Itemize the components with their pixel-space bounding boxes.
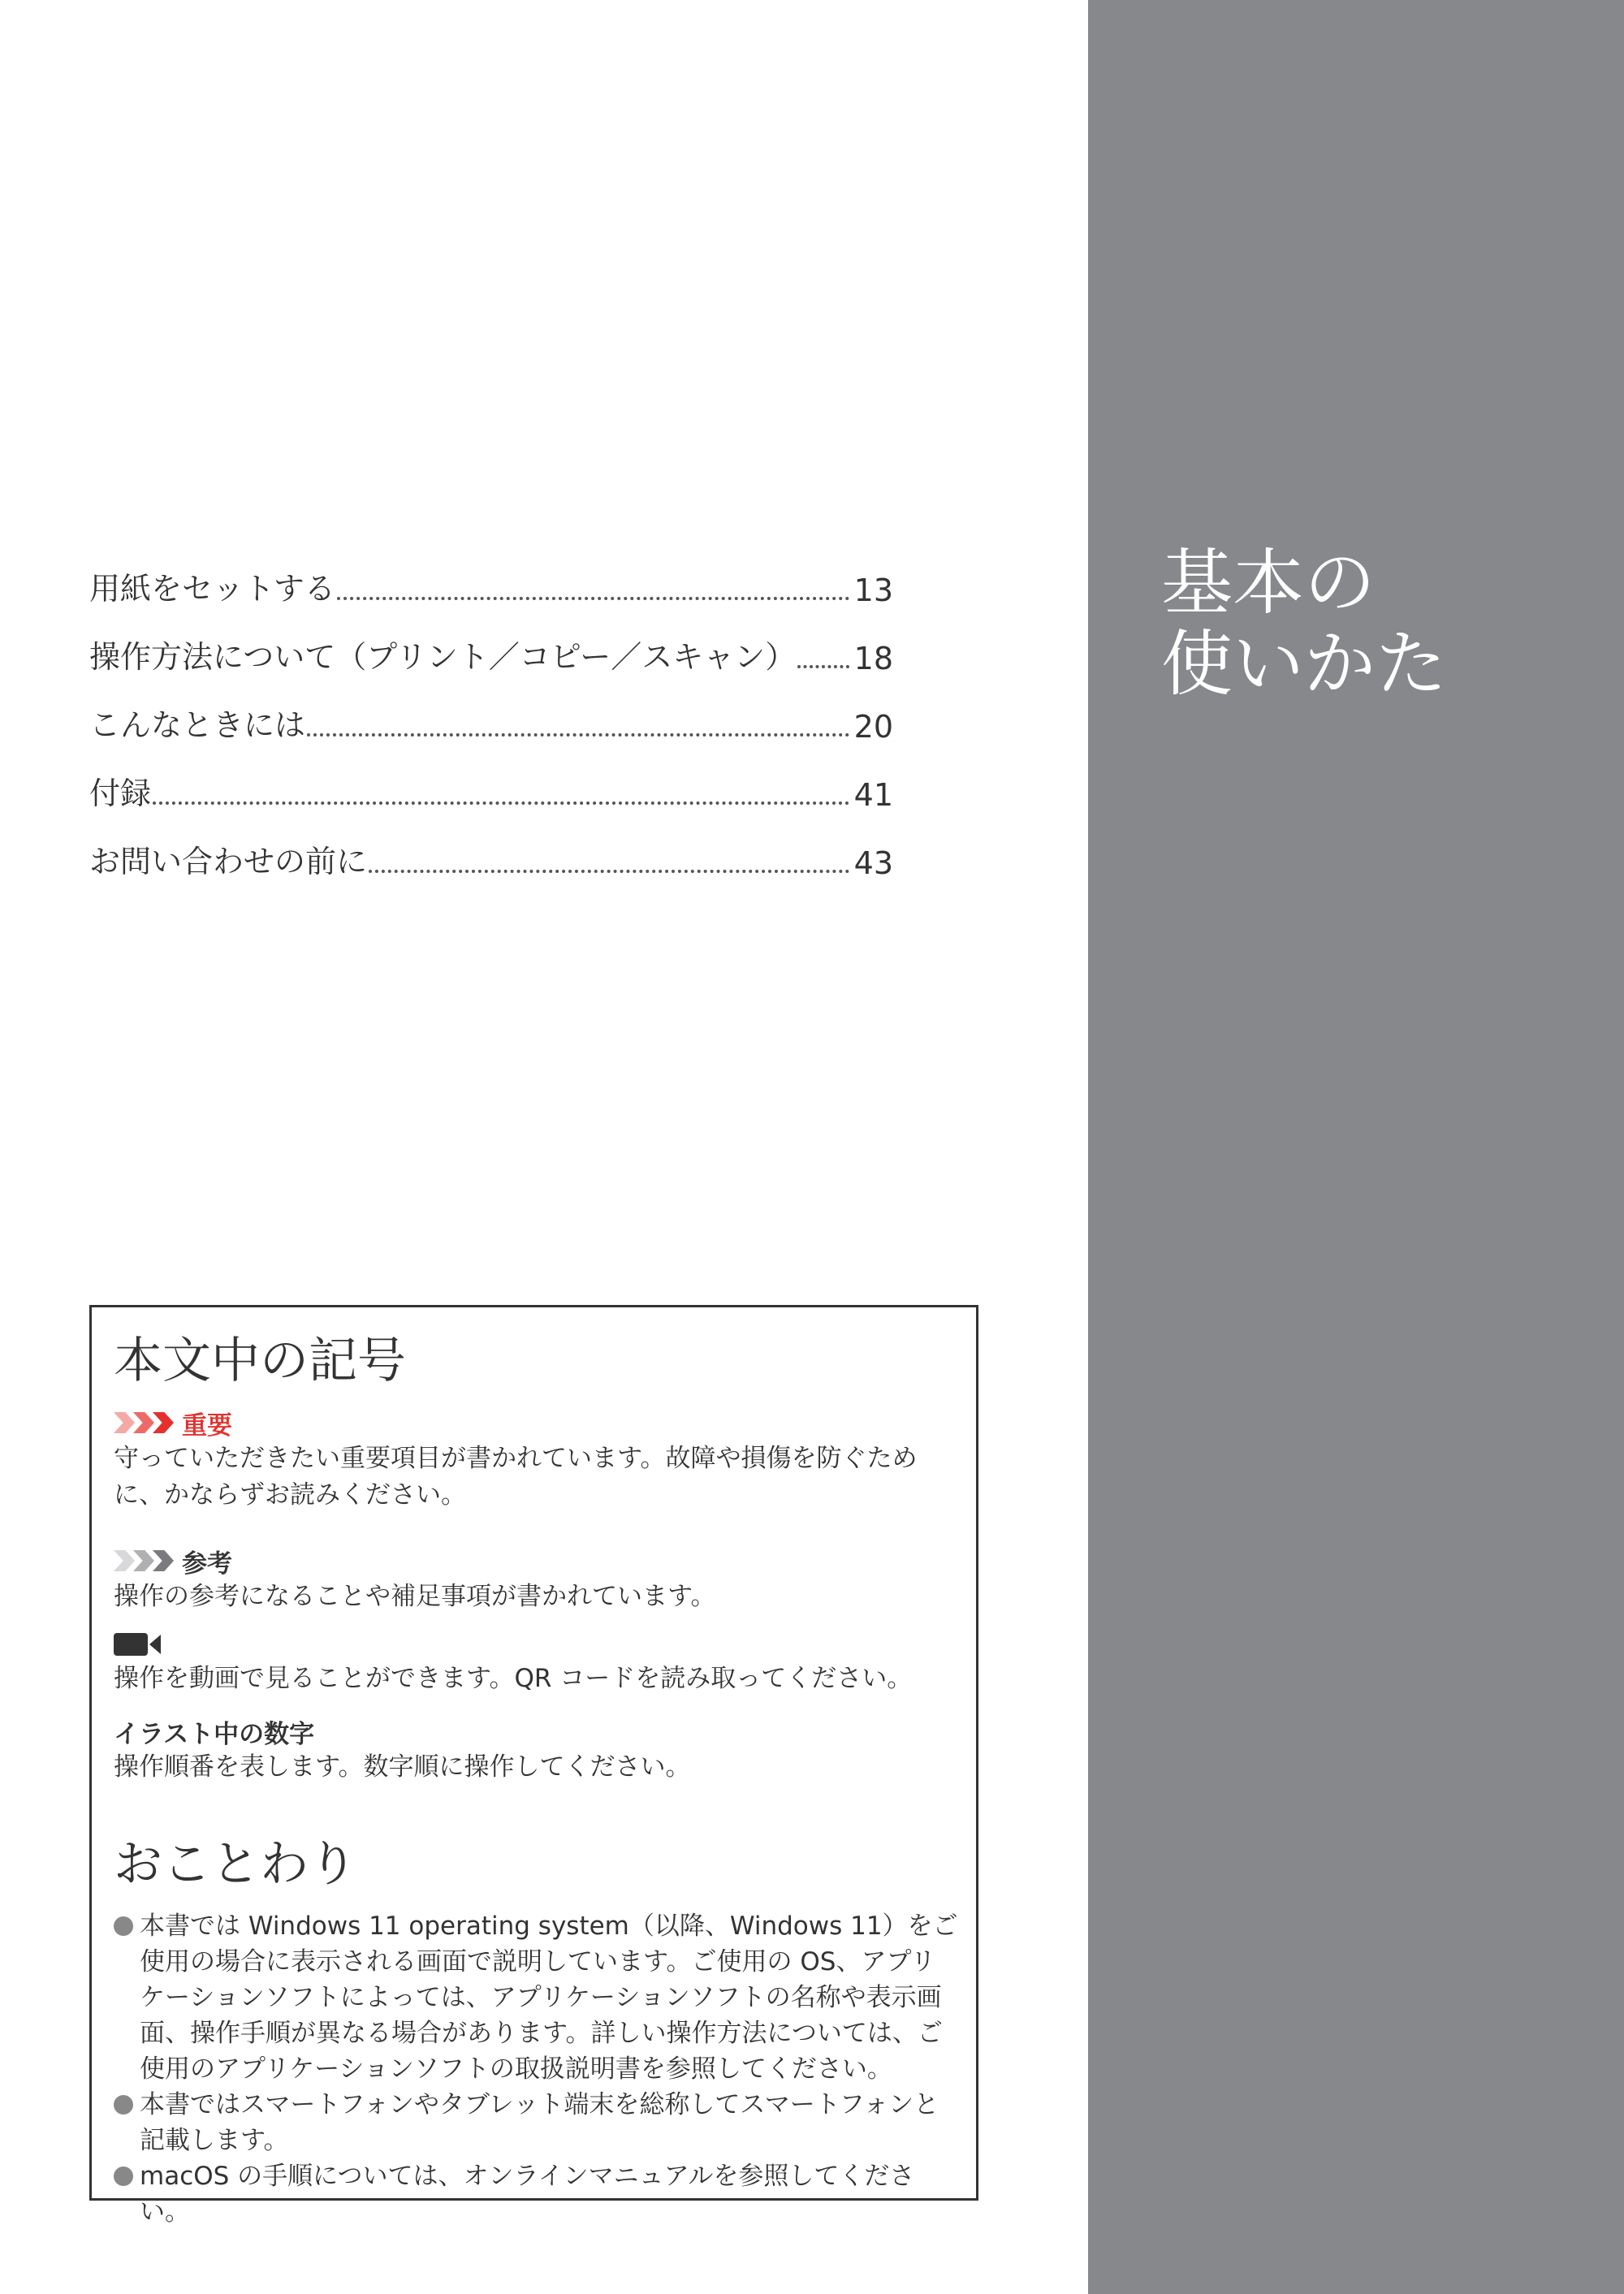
disclaimer-list — [114, 1908, 958, 2230]
section-side-panel — [1088, 0, 1624, 2294]
reference-description: 操作の参考になることや補足事項が書かれています。 — [114, 1582, 716, 1611]
disclaimer-heading: おことわり — [114, 1836, 357, 1893]
numbers-label-row — [114, 1713, 950, 1749]
toc-item[interactable] — [89, 813, 893, 881]
toc-item[interactable] — [89, 676, 893, 745]
reference-block — [114, 1543, 950, 1615]
important-chevron-icon — [114, 1412, 172, 1433]
toc-item-label: 付録 — [89, 775, 152, 811]
disclaimer-item: 本書では Windows 11 operating system（以降、Windows 11）をご使用の場合に表示される画面で説明しています。ご使用の OS、アプリケーションソフトによっては、アプリケーションソフトの名称や表示画面、操作手順が異なる場合があります。詳しい操作方法については、ご使用のアプリケーションソフトの取扱説明書を参照してください。 — [114, 1908, 958, 2087]
toc-dot-leader — [369, 870, 849, 873]
toc-item-page: 41 — [853, 777, 893, 813]
toc-item-label: こんなときには — [89, 707, 306, 743]
toc-item[interactable] — [89, 608, 893, 676]
section-title — [1161, 542, 1447, 705]
toc-item-page: 13 — [853, 572, 893, 608]
video-description: 操作を動画で見ることができます。QR コードを読み取ってください。 — [114, 1664, 913, 1693]
numbers-block — [114, 1713, 950, 1786]
toc-dot-leader — [307, 733, 849, 737]
toc-item-label: 操作方法について（プリント／コピー／スキャン） — [89, 639, 797, 675]
reference-label-row — [114, 1543, 950, 1579]
toc-dot-leader — [797, 665, 849, 668]
symbols-heading: 本文中の記号 — [114, 1333, 406, 1389]
numbers-description: 操作順番を表します。数字順に操作してください。 — [114, 1752, 691, 1782]
video-camera-icon — [114, 1628, 950, 1661]
toc-item-label: 用紙をセットする — [89, 571, 335, 607]
important-block — [114, 1405, 950, 1514]
reference-label: 参考 — [182, 1549, 232, 1579]
toc-item[interactable] — [89, 540, 893, 608]
toc-item-page: 43 — [853, 845, 893, 881]
toc-item-label: お問い合わせの前に — [89, 844, 368, 879]
important-label-row — [114, 1405, 950, 1441]
section-title-line-2: 使いかた — [1161, 622, 1448, 706]
legend-box — [89, 1305, 978, 2227]
section-title-line-1: 基本の — [1161, 541, 1376, 624]
toc-dot-leader — [337, 597, 849, 600]
video-block — [114, 1628, 950, 1697]
important-label: 重要 — [182, 1411, 232, 1441]
toc-dot-leader — [153, 801, 849, 805]
toc-item[interactable] — [89, 745, 893, 813]
toc-item-page: 18 — [853, 641, 893, 676]
disclaimer-item: 本書ではスマートフォンやタブレット端末を総称してスマートフォンと記載します。 — [114, 2087, 958, 2158]
disclaimer-item: macOS の手順については、オンラインマニュアルを参照してください。 — [114, 2158, 958, 2230]
important-description: 守っていただきたい重要項目が書かれています。故障や損傷を防ぐために、かならずお読みください。 — [114, 1444, 918, 1510]
table-of-contents — [89, 540, 893, 881]
reference-chevron-icon — [114, 1550, 172, 1571]
toc-item-page: 20 — [853, 709, 893, 745]
numbers-label: イラスト中の数字 — [114, 1719, 315, 1749]
